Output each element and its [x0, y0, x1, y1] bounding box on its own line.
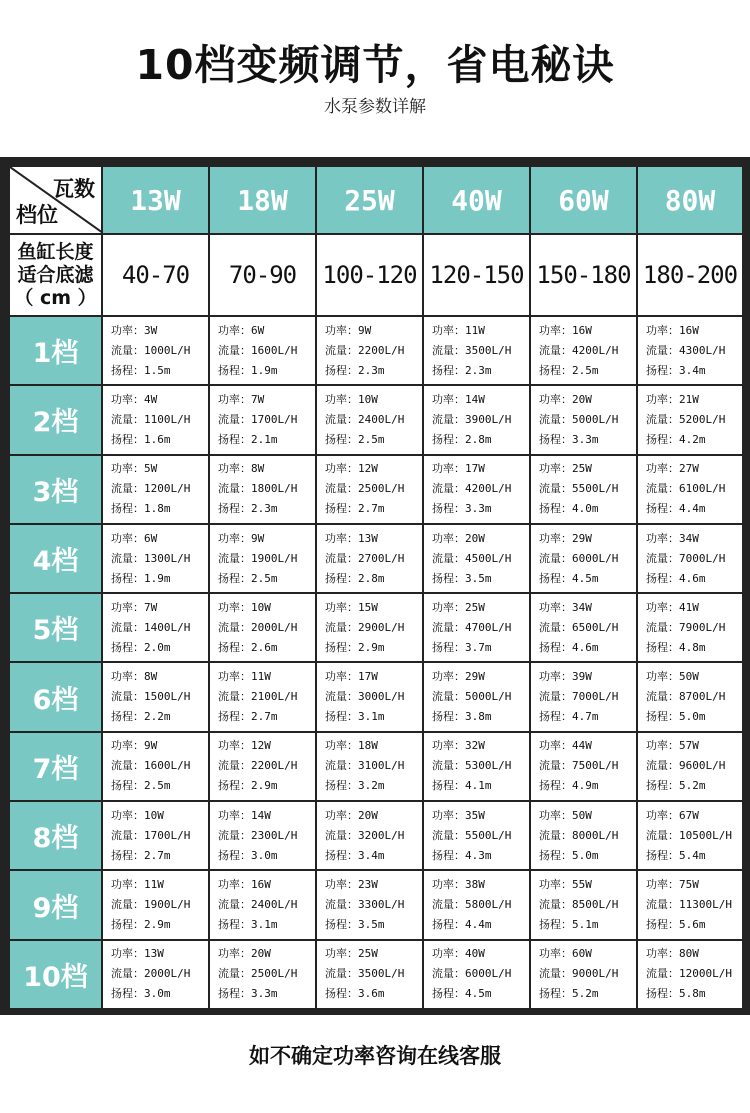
- spec-power: 功率：20W: [218, 947, 271, 961]
- spec-cell: [102, 940, 209, 1009]
- spec-cell: [423, 801, 530, 870]
- spec-head: 扬程：5.8m: [646, 987, 706, 1001]
- spec-head: 扬程：4.4m: [646, 502, 706, 516]
- spec-head: 扬程：2.3m: [325, 363, 385, 377]
- spec-cell: [102, 801, 209, 870]
- spec-cell: [209, 385, 316, 454]
- spec-power: 功率：11W: [218, 670, 271, 684]
- tank-length-value: 120-150: [423, 234, 530, 316]
- spec-flow: 流量：2400L/H: [218, 898, 298, 912]
- spec-power: 功率：5W: [111, 462, 158, 476]
- spec-power: 功率：27W: [646, 462, 699, 476]
- spec-power: 功率：9W: [111, 739, 158, 753]
- spec-head: 扬程：1.6m: [111, 432, 171, 446]
- spec-power: 功率：60W: [539, 947, 592, 961]
- spec-power: 功率：6W: [218, 323, 265, 337]
- spec-power: 功率：17W: [325, 670, 378, 684]
- spec-head: 扬程：4.6m: [646, 571, 706, 585]
- spec-power: 功率：18W: [325, 739, 378, 753]
- spec-head: 扬程：3.1m: [218, 918, 278, 932]
- spec-cell: [530, 316, 637, 385]
- spec-power: 功率：16W: [646, 323, 699, 337]
- spec-head: 扬程：5.6m: [646, 918, 706, 932]
- header-row-tank-length: [9, 234, 743, 316]
- spec-power: 功率：16W: [539, 323, 592, 337]
- spec-power: 功率：50W: [539, 808, 592, 822]
- spec-head: 扬程：4.2m: [646, 432, 706, 446]
- spec-power: 功率：11W: [111, 878, 164, 892]
- page-title: 10档变频调节，省电秘诀: [135, 41, 615, 89]
- gear-label: 7档: [9, 732, 102, 801]
- spec-cell: [316, 316, 423, 385]
- spec-head: 扬程：2.2m: [111, 710, 171, 724]
- spec-power: 功率：34W: [646, 531, 699, 545]
- gear-row: [9, 662, 743, 731]
- spec-power: 功率：29W: [539, 531, 592, 545]
- spec-cell: [637, 524, 743, 593]
- watt-header: 60W: [530, 166, 637, 234]
- spec-flow: 流量：1700L/H: [218, 412, 298, 426]
- spec-cell: [316, 732, 423, 801]
- spec-flow: 流量：9600L/H: [646, 759, 726, 773]
- spec-cell: [209, 801, 316, 870]
- spec-cell: [316, 593, 423, 662]
- spec-power: 功率：55W: [539, 878, 592, 892]
- spec-flow: 流量：1000L/H: [111, 343, 191, 357]
- spec-power: 功率：44W: [539, 739, 592, 753]
- spec-flow: 流量：9000L/H: [539, 967, 619, 981]
- gear-label: 8档: [9, 801, 102, 870]
- watt-header: 13W: [102, 166, 209, 234]
- spec-flow: 流量：2500L/H: [325, 482, 405, 496]
- spec-power: 功率：4W: [111, 392, 158, 406]
- spec-power: 功率：9W: [325, 323, 372, 337]
- spec-flow: 流量：2100L/H: [218, 690, 298, 704]
- tank-length-header: 鱼缸长度适合底滤（ cm ）: [9, 234, 102, 316]
- spec-cell: [102, 593, 209, 662]
- spec-flow: 流量：1300L/H: [111, 551, 191, 565]
- spec-power: 功率：8W: [111, 670, 158, 684]
- spec-power: 功率：40W: [432, 947, 485, 961]
- spec-power: 功率：10W: [325, 392, 378, 406]
- spec-flow: 流量：1700L/H: [111, 828, 191, 842]
- spec-cell: [316, 524, 423, 593]
- watt-header: 18W: [209, 166, 316, 234]
- spec-power: 功率：12W: [325, 462, 378, 476]
- spec-power: 功率：20W: [539, 392, 592, 406]
- spec-power: 功率：35W: [432, 808, 485, 822]
- spec-cell: [423, 940, 530, 1009]
- spec-cell: [637, 316, 743, 385]
- spec-head: 扬程：4.5m: [539, 571, 599, 585]
- spec-cell: [530, 801, 637, 870]
- footer-note: 如不确定功率咨询在线客服: [249, 1044, 501, 1068]
- spec-cell: [102, 662, 209, 731]
- spec-head: 扬程：5.2m: [539, 987, 599, 1001]
- spec-flow: 流量：1400L/H: [111, 620, 191, 634]
- spec-cell: [530, 385, 637, 454]
- spec-flow: 流量：6000L/H: [432, 967, 512, 981]
- spec-head: 扬程：4.9m: [539, 779, 599, 793]
- watt-header: 80W: [637, 166, 743, 234]
- spec-head: 扬程：3.4m: [325, 848, 385, 862]
- spec-flow: 流量：7500L/H: [539, 759, 619, 773]
- spec-cell: [423, 662, 530, 731]
- spec-head: 扬程：5.0m: [539, 848, 599, 862]
- spec-power: 功率：7W: [111, 600, 158, 614]
- spec-flow: 流量：1600L/H: [111, 759, 191, 773]
- spec-head: 扬程：2.8m: [432, 432, 492, 446]
- spec-power: 功率：11W: [432, 323, 485, 337]
- spec-cell: [530, 732, 637, 801]
- spec-head: 扬程：3.4m: [646, 363, 706, 377]
- spec-flow: 流量：7000L/H: [539, 690, 619, 704]
- spec-cell: [209, 870, 316, 939]
- spec-cell: [423, 870, 530, 939]
- spec-power: 功率：25W: [325, 947, 378, 961]
- gear-label: 1档: [9, 316, 102, 385]
- spec-flow: 流量：11300L/H: [646, 898, 732, 912]
- spec-head: 扬程：3.2m: [325, 779, 385, 793]
- spec-head: 扬程：4.6m: [539, 640, 599, 654]
- spec-power: 功率：16W: [218, 878, 271, 892]
- spec-head: 扬程：2.7m: [111, 848, 171, 862]
- spec-cell: [209, 316, 316, 385]
- spec-flow: 流量：3200L/H: [325, 828, 405, 842]
- spec-head: 扬程：3.6m: [325, 987, 385, 1001]
- gear-row: [9, 385, 743, 454]
- spec-flow: 流量：4500L/H: [432, 551, 512, 565]
- spec-flow: 流量：2700L/H: [325, 551, 405, 565]
- spec-cell: [102, 455, 209, 524]
- spec-flow: 流量：2200L/H: [325, 343, 405, 357]
- spec-cell: [316, 455, 423, 524]
- spec-cell: [102, 732, 209, 801]
- spec-power: 功率：14W: [432, 392, 485, 406]
- spec-flow: 流量：1900L/H: [111, 898, 191, 912]
- spec-flow: 流量：3900L/H: [432, 412, 512, 426]
- spec-cell: [637, 662, 743, 731]
- corner-label-gear: 档位: [16, 203, 58, 227]
- spec-head: 扬程：2.5m: [539, 363, 599, 377]
- spec-flow: 流量：5000L/H: [539, 412, 619, 426]
- spec-head: 扬程：2.3m: [432, 363, 492, 377]
- spec-power: 功率：13W: [111, 947, 164, 961]
- spec-cell: [530, 662, 637, 731]
- spec-cell: [637, 385, 743, 454]
- spec-head: 扬程：3.5m: [325, 918, 385, 932]
- spec-head: 扬程：3.7m: [432, 640, 492, 654]
- spec-head: 扬程：1.8m: [111, 502, 171, 516]
- corner-cell: [9, 166, 102, 234]
- spec-head: 扬程：1.5m: [111, 363, 171, 377]
- spec-cell: [209, 940, 316, 1009]
- spec-head: 扬程：2.7m: [218, 710, 278, 724]
- spec-head: 扬程：4.5m: [432, 987, 492, 1001]
- spec-cell: [637, 870, 743, 939]
- spec-flow: 流量：6500L/H: [539, 620, 619, 634]
- spec-flow: 流量：6100L/H: [646, 482, 726, 496]
- spec-head: 扬程：2.1m: [218, 432, 278, 446]
- spec-cell: [423, 593, 530, 662]
- spec-flow: 流量：7900L/H: [646, 620, 726, 634]
- spec-cell: [316, 385, 423, 454]
- spec-power: 功率：67W: [646, 808, 699, 822]
- spec-flow: 流量：2400L/H: [325, 412, 405, 426]
- spec-flow: 流量：3000L/H: [325, 690, 405, 704]
- spec-head: 扬程：2.9m: [218, 779, 278, 793]
- spec-flow: 流量：2000L/H: [111, 967, 191, 981]
- spec-cell: [316, 940, 423, 1009]
- spec-head: 扬程：5.4m: [646, 848, 706, 862]
- spec-head: 扬程：2.3m: [218, 502, 278, 516]
- pump-spec-table: [8, 165, 744, 1010]
- gear-row: [9, 801, 743, 870]
- spec-head: 扬程：5.0m: [646, 710, 706, 724]
- spec-power: 功率：10W: [218, 600, 271, 614]
- spec-power: 功率：15W: [325, 600, 378, 614]
- spec-power: 功率：80W: [646, 947, 699, 961]
- gear-label: 9档: [9, 870, 102, 939]
- spec-cell: [209, 593, 316, 662]
- spec-head: 扬程：5.2m: [646, 779, 706, 793]
- spec-power: 功率：75W: [646, 878, 699, 892]
- spec-cell: [637, 593, 743, 662]
- spec-power: 功率：25W: [432, 600, 485, 614]
- spec-power: 功率：50W: [646, 670, 699, 684]
- spec-head: 扬程：3.3m: [539, 432, 599, 446]
- gear-label: 3档: [9, 455, 102, 524]
- spec-flow: 流量：2300L/H: [218, 828, 298, 842]
- tank-length-value: 150-180: [530, 234, 637, 316]
- tank-length-value: 100-120: [316, 234, 423, 316]
- spec-flow: 流量：4700L/H: [432, 620, 512, 634]
- spec-power: 功率：20W: [325, 808, 378, 822]
- spec-power: 功率：23W: [325, 878, 378, 892]
- spec-head: 扬程：2.5m: [111, 779, 171, 793]
- spec-flow: 流量：2200L/H: [218, 759, 298, 773]
- spec-flow: 流量：1500L/H: [111, 690, 191, 704]
- gear-label: 5档: [9, 593, 102, 662]
- spec-flow: 流量：5000L/H: [432, 690, 512, 704]
- spec-flow: 流量：1100L/H: [111, 412, 191, 426]
- gear-row: [9, 870, 743, 939]
- spec-power: 功率：12W: [218, 739, 271, 753]
- spec-head: 扬程：3.5m: [432, 571, 492, 585]
- spec-cell: [530, 593, 637, 662]
- spec-head: 扬程：4.7m: [539, 710, 599, 724]
- spec-power: 功率：25W: [539, 462, 592, 476]
- spec-cell: [316, 801, 423, 870]
- spec-power: 功率：32W: [432, 739, 485, 753]
- spec-power: 功率：39W: [539, 670, 592, 684]
- spec-cell: [102, 316, 209, 385]
- spec-power: 功率：34W: [539, 600, 592, 614]
- tank-length-value: 40-70: [102, 234, 209, 316]
- spec-cell: [316, 870, 423, 939]
- spec-cell: [316, 662, 423, 731]
- page-subtitle: 水泵参数详解: [324, 97, 426, 117]
- spec-power: 功率：57W: [646, 739, 699, 753]
- spec-cell: [102, 524, 209, 593]
- spec-head: 扬程：2.5m: [325, 432, 385, 446]
- gear-row: [9, 316, 743, 385]
- spec-cell: [637, 455, 743, 524]
- spec-power: 功率：10W: [111, 808, 164, 822]
- spec-cell: [637, 801, 743, 870]
- watt-header: 25W: [316, 166, 423, 234]
- spec-flow: 流量：8500L/H: [539, 898, 619, 912]
- gear-label: 4档: [9, 524, 102, 593]
- spec-head: 扬程：4.3m: [432, 848, 492, 862]
- spec-power: 功率：6W: [111, 531, 158, 545]
- spec-power: 功率：9W: [218, 531, 265, 545]
- spec-cell: [423, 455, 530, 524]
- spec-cell: [209, 524, 316, 593]
- spec-head: 扬程：1.9m: [111, 571, 171, 585]
- spec-power: 功率：29W: [432, 670, 485, 684]
- spec-head: 扬程：2.5m: [218, 571, 278, 585]
- spec-flow: 流量：3500L/H: [325, 967, 405, 981]
- spec-head: 扬程：2.0m: [111, 640, 171, 654]
- spec-head: 扬程：4.1m: [432, 779, 492, 793]
- watt-header: 40W: [423, 166, 530, 234]
- spec-flow: 流量：4200L/H: [432, 482, 512, 496]
- gear-label: 6档: [9, 662, 102, 731]
- spec-power: 功率：20W: [432, 531, 485, 545]
- spec-flow: 流量：1800L/H: [218, 482, 298, 496]
- spec-cell: [530, 455, 637, 524]
- spec-head: 扬程：2.6m: [218, 640, 278, 654]
- spec-head: 扬程：3.0m: [218, 848, 278, 862]
- spec-flow: 流量：5500L/H: [539, 482, 619, 496]
- spec-flow: 流量：3300L/H: [325, 898, 405, 912]
- spec-head: 扬程：3.3m: [432, 502, 492, 516]
- spec-power: 功率：8W: [218, 462, 265, 476]
- gear-row: [9, 940, 743, 1009]
- gear-row: [9, 732, 743, 801]
- spec-flow: 流量：5800L/H: [432, 898, 512, 912]
- gear-row: [9, 593, 743, 662]
- spec-head: 扬程：4.8m: [646, 640, 706, 654]
- spec-cell: [423, 732, 530, 801]
- gear-label: 10档: [9, 940, 102, 1009]
- spec-head: 扬程：1.9m: [218, 363, 278, 377]
- spec-flow: 流量：5200L/H: [646, 412, 726, 426]
- header-row-watts: [9, 166, 743, 234]
- spec-cell: [530, 524, 637, 593]
- spec-cell: [530, 870, 637, 939]
- spec-head: 扬程：2.9m: [111, 918, 171, 932]
- tank-length-value: 180-200: [637, 234, 743, 316]
- spec-flow: 流量：2500L/H: [218, 967, 298, 981]
- spec-head: 扬程：5.1m: [539, 918, 599, 932]
- tank-length-value: 70-90: [209, 234, 316, 316]
- spec-head: 扬程：2.9m: [325, 640, 385, 654]
- gear-row: [9, 524, 743, 593]
- spec-head: 扬程：3.0m: [111, 987, 171, 1001]
- spec-cell: [423, 316, 530, 385]
- spec-head: 扬程：3.1m: [325, 710, 385, 724]
- spec-flow: 流量：8000L/H: [539, 828, 619, 842]
- spec-cell: [209, 732, 316, 801]
- spec-cell: [530, 940, 637, 1009]
- spec-flow: 流量：4200L/H: [539, 343, 619, 357]
- spec-cell: [423, 385, 530, 454]
- spec-flow: 流量：5500L/H: [432, 828, 512, 842]
- spec-flow: 流量：1600L/H: [218, 343, 298, 357]
- spec-flow: 流量：5300L/H: [432, 759, 512, 773]
- spec-cell: [102, 870, 209, 939]
- spec-power: 功率：14W: [218, 808, 271, 822]
- spec-head: 扬程：4.4m: [432, 918, 492, 932]
- spec-power: 功率：7W: [218, 392, 265, 406]
- spec-head: 扬程：3.8m: [432, 710, 492, 724]
- spec-flow: 流量：2000L/H: [218, 620, 298, 634]
- spec-head: 扬程：3.3m: [218, 987, 278, 1001]
- spec-head: 扬程：2.7m: [325, 502, 385, 516]
- spec-flow: 流量：3500L/H: [432, 343, 512, 357]
- spec-power: 功率：17W: [432, 462, 485, 476]
- gear-row: [9, 455, 743, 524]
- spec-flow: 流量：7000L/H: [646, 551, 726, 565]
- spec-flow: 流量：2900L/H: [325, 620, 405, 634]
- spec-power: 功率：13W: [325, 531, 378, 545]
- corner-label-watts: 瓦数: [53, 177, 95, 201]
- spec-flow: 流量：10500L/H: [646, 828, 732, 842]
- spec-cell: [637, 940, 743, 1009]
- spec-head: 扬程：4.0m: [539, 502, 599, 516]
- spec-flow: 流量：4300L/H: [646, 343, 726, 357]
- spec-cell: [637, 732, 743, 801]
- spec-cell: [423, 524, 530, 593]
- spec-power: 功率：3W: [111, 323, 158, 337]
- spec-flow: 流量：8700L/H: [646, 690, 726, 704]
- spec-power: 功率：41W: [646, 600, 699, 614]
- gear-label: 2档: [9, 385, 102, 454]
- spec-cell: [102, 385, 209, 454]
- spec-table-frame: [0, 157, 750, 1015]
- spec-flow: 流量：3100L/H: [325, 759, 405, 773]
- spec-flow: 流量：12000L/H: [646, 967, 732, 981]
- spec-power: 功率：21W: [646, 392, 699, 406]
- spec-head: 扬程：2.8m: [325, 571, 385, 585]
- spec-flow: 流量：1200L/H: [111, 482, 191, 496]
- spec-flow: 流量：1900L/H: [218, 551, 298, 565]
- spec-power: 功率：38W: [432, 878, 485, 892]
- spec-flow: 流量：6000L/H: [539, 551, 619, 565]
- spec-cell: [209, 455, 316, 524]
- spec-cell: [209, 662, 316, 731]
